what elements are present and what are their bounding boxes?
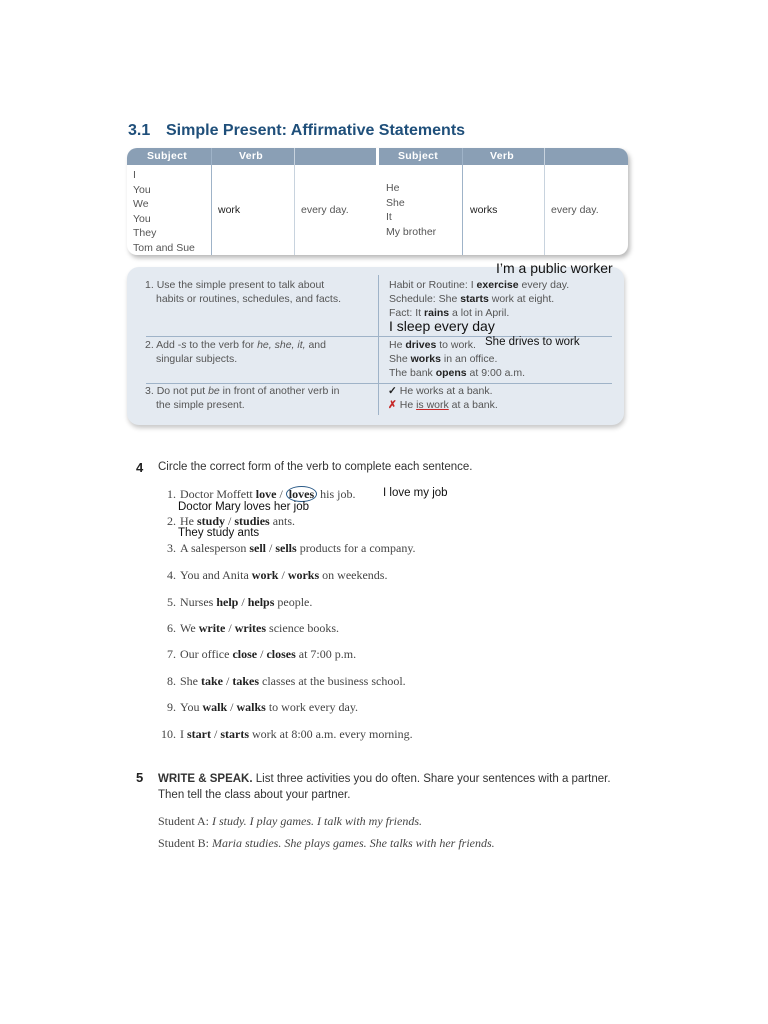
example-text: Schedule: She — [389, 293, 461, 305]
subject: Tom and Sue — [133, 241, 195, 254]
column-divider — [211, 148, 212, 255]
item-number: 3. — [167, 541, 176, 555]
verb-option[interactable]: closes — [266, 647, 296, 661]
verb-option[interactable]: study — [197, 514, 226, 528]
verb-option[interactable]: takes — [232, 674, 260, 688]
annotation-mary: Doctor Mary loves her job — [178, 501, 310, 513]
rule-text: Use the simple present to talk about — [156, 279, 325, 291]
annotation-drives: She drives to work — [485, 336, 580, 348]
student-label: Student A: — [158, 814, 213, 828]
example-text: He — [399, 399, 417, 411]
column-divider — [294, 148, 295, 255]
example-verb: opens — [435, 367, 467, 379]
example-text: every day. — [518, 279, 570, 291]
subject: He — [386, 182, 400, 194]
rule-text: in front of another verb in — [219, 385, 340, 397]
example-text: to work. — [436, 339, 476, 351]
instruction-text: List three activities you do often. Share your sentences with a partner. — [252, 773, 611, 785]
rule-text: he, she, it, — [257, 339, 306, 351]
item-text: I — [180, 727, 187, 741]
rule-text: habits or routines, schedules, and facts. — [156, 293, 342, 305]
instruction-text: Then tell the class about your partner. — [158, 789, 351, 801]
subject: You — [133, 212, 151, 225]
subject: They — [133, 227, 157, 239]
rule-text: to the verb for — [186, 339, 258, 351]
verb-option[interactable]: sell — [249, 541, 266, 555]
subject: My brother — [386, 225, 437, 238]
rule-number: 1. — [145, 279, 154, 291]
verb-option[interactable]: walk — [202, 700, 228, 714]
verb-right: works — [470, 204, 498, 216]
student-a-line — [158, 814, 422, 829]
example-text: in an office. — [440, 353, 498, 365]
item-text: on weekends. — [319, 568, 388, 582]
exercise-instruction: Circle the correct form of the verb to complete each sentence. — [158, 461, 473, 473]
section-number: 3.1 — [128, 122, 151, 139]
exercise-item: 1. Doctor Moffett love / loves his job. — [150, 487, 355, 502]
rule-2 — [145, 338, 326, 366]
subject: She — [386, 196, 405, 209]
header-subject-left: Subject — [147, 150, 188, 162]
exercise-instruction — [158, 771, 611, 803]
example-verb: starts — [460, 293, 489, 305]
example-wrong: is work — [416, 399, 449, 411]
rule-3 — [145, 384, 339, 412]
example-text: He works at a bank. — [399, 385, 493, 397]
verb-option[interactable]: sells — [275, 541, 297, 555]
rule-text: the simple present. — [156, 399, 245, 411]
item-text: at 7:00 p.m. — [295, 647, 357, 661]
item-text: A salesperson — [180, 541, 250, 555]
item-text: products for a company. — [296, 541, 416, 555]
example-text: He — [389, 339, 406, 351]
column-divider — [544, 148, 545, 255]
rules-divider-vertical — [378, 275, 379, 415]
rule-text: Do not put — [156, 385, 209, 397]
item-text: We — [180, 621, 199, 635]
annotation-love-job: I love my job — [383, 487, 448, 499]
student-b-line — [158, 836, 495, 851]
item-number: 2. — [167, 514, 176, 528]
item-text: to work every day. — [265, 700, 359, 714]
item-text: Nurses — [180, 595, 217, 609]
example-text: at 9:00 a.m. — [466, 367, 525, 379]
exercise-number: 5 — [136, 770, 144, 785]
example-verb: rains — [424, 307, 450, 319]
annotation-public-worker: I’m a public worker — [496, 260, 613, 276]
item-text: work at 8:00 a.m. every morning. — [249, 727, 413, 741]
annotation-sleep: I sleep every day — [389, 318, 495, 334]
item-text: his job. — [317, 487, 356, 501]
exercise-item: 8. She take / takes classes at the business school. — [150, 674, 406, 689]
verb-option[interactable]: help — [216, 595, 239, 609]
item-number: 8. — [167, 674, 176, 688]
item-text: classes at the business school. — [259, 674, 406, 688]
item-number: 1. — [167, 487, 176, 501]
example-text: Fact: It — [389, 307, 425, 319]
annotation-study-ants: They study ants — [178, 527, 260, 539]
example-text: She — [389, 353, 411, 365]
rule-text: be — [208, 385, 220, 397]
item-text: You — [180, 700, 203, 714]
verb-option[interactable]: starts — [220, 727, 250, 741]
time-left: every day. — [301, 204, 349, 216]
item-number: 7. — [167, 647, 176, 661]
exercise-item: 2. He study / studies ants. — [150, 514, 295, 529]
subject: It — [386, 211, 392, 223]
item-text: She — [180, 674, 201, 688]
item-number: 6. — [167, 621, 176, 635]
item-text: science books. — [266, 621, 340, 635]
verb-option[interactable]: write — [198, 621, 226, 635]
example-text: Habit or Routine: I — [389, 279, 477, 291]
check-icon: ✓ — [388, 385, 397, 397]
item-text: He — [180, 514, 197, 528]
item-text: Our office — [180, 647, 233, 661]
header-verb-right: Verb — [490, 150, 514, 162]
time-right: every day. — [551, 204, 599, 216]
verb-left: work — [218, 204, 241, 216]
rule-text: s — [181, 339, 187, 351]
exercise-heading: WRITE & SPEAK. — [158, 773, 253, 785]
item-text: people. — [274, 595, 313, 609]
item-number: 4. — [167, 568, 176, 582]
verb-option[interactable]: take — [201, 674, 223, 688]
student-example: Maria studies. She plays games. She talks with her friends. — [212, 836, 495, 850]
example-text: The bank — [389, 367, 436, 379]
item-text: ants. — [269, 514, 296, 528]
exercise-item: 4. You and Anita work / works on weekends. — [150, 568, 387, 583]
subject: We — [133, 198, 149, 210]
section-title: Simple Present: Affirmative Statements — [166, 122, 466, 139]
exercise-item: 10. I start / starts work at 8:00 a.m. every morning. — [150, 727, 413, 742]
subject-list-right — [386, 181, 436, 239]
exercise-item: 9. You walk / walks to work every day. — [150, 700, 358, 715]
example-text: at a bank. — [448, 399, 498, 411]
verb-option[interactable]: love — [255, 487, 277, 501]
exercise-item: 6. We write / writes science books. — [150, 621, 339, 636]
subject-list-left — [133, 168, 195, 255]
examples-3 — [388, 384, 498, 412]
verb-option[interactable]: close — [232, 647, 258, 661]
verb-option[interactable]: works — [287, 568, 320, 582]
verb-option[interactable]: helps — [247, 595, 275, 609]
item-text: You and Anita — [180, 568, 252, 582]
cross-icon: ✗ — [388, 399, 397, 411]
exercise-number: 4 — [136, 460, 144, 475]
student-label: Student B: — [158, 836, 213, 850]
verb-option[interactable]: work — [251, 568, 279, 582]
rule-text: and — [305, 339, 326, 351]
subject: You — [133, 183, 151, 196]
example-text: work at eight. — [488, 293, 555, 305]
item-number: 9. — [167, 700, 176, 714]
item-number: 10. — [161, 727, 176, 741]
conjugation-table — [127, 148, 628, 255]
example-verb: drives — [405, 339, 437, 351]
rule-text: Add - — [156, 339, 182, 351]
example-verb: exercise — [476, 279, 519, 291]
item-number: 5. — [167, 595, 176, 609]
verb-option[interactable]: start — [187, 727, 211, 741]
example-verb: works — [410, 353, 441, 365]
rule-1 — [145, 278, 341, 306]
exercise-item: 7. Our office close / closes at 7:00 p.m. — [150, 647, 356, 662]
rule-number: 2. — [145, 339, 154, 351]
examples-1 — [389, 278, 569, 320]
verb-option[interactable]: walks — [236, 700, 266, 714]
header-verb-left: Verb — [239, 150, 263, 162]
column-divider — [462, 148, 463, 255]
exercise-item: 5. Nurses help / helps people. — [150, 595, 312, 610]
header-subject-right: Subject — [398, 150, 439, 162]
verb-option[interactable]: writes — [234, 621, 267, 635]
verb-option[interactable]: studies — [234, 514, 270, 528]
exercise-item: 3. A salesperson sell / sells products for a company. — [150, 541, 416, 556]
subject: I — [133, 169, 136, 181]
rule-number: 3. — [145, 385, 154, 397]
item-text: Doctor Moffett — [180, 487, 256, 501]
example-text: a lot in April. — [449, 307, 510, 319]
verb-option-circled[interactable]: loves — [286, 486, 317, 502]
rule-text: singular subjects. — [156, 353, 238, 365]
student-example: I study. I play games. I talk with my friends. — [212, 814, 422, 828]
table-gap — [376, 148, 379, 255]
